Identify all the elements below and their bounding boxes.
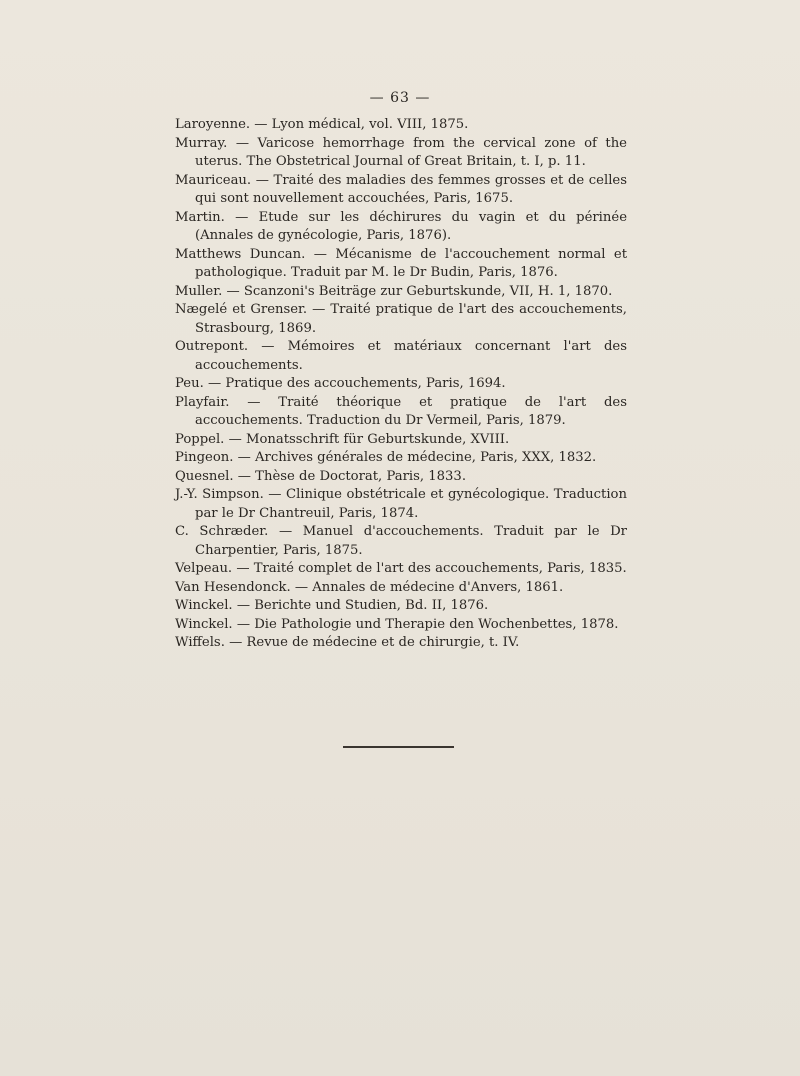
bibliography-entry: Laroyenne. — Lyon médical, vol. VIII, 1875.	[175, 117, 469, 132]
bibliography-entry: Playfair. — Traité théorique et pratique de l'art des accouchements. Traduction du Dr Vermeil, Paris, 1879.	[175, 394, 627, 428]
bibliography-entry: Van Hesendonck. — Annales de médecine d'Anvers, 1861.	[175, 579, 564, 595]
bibliography-entry: C. Schræder. — Manuel d'accouchements. Traduit par le Dr Charpentier, Paris, 1875.	[175, 524, 627, 558]
page-number: — 63 —	[369, 90, 431, 106]
bibliography-entry: Muller. — Scanzoni's Beiträge zur Geburtskunde, VII, H. 1, 1870.	[175, 283, 613, 299]
bibliography-entry: Quesnel. — Thèse de Doctorat, Paris, 1833.	[175, 468, 467, 484]
bibliography-entry: Mauriceau. — Traité des maladies des femmes grosses et de celles qui sont nouvellement accouchées, Paris, 1675.	[175, 172, 627, 206]
bibliography-entry: Peu. — Pratique des accouchements, Paris, 1694.	[175, 376, 506, 391]
bibliography-entry: Outrepont. — Mémoires et matériaux concernant l'art des accouchements.	[175, 339, 627, 373]
bibliography-entry: Murray. — Varicose hemorrhage from the cervical zone of the uterus. The Obstetrical Journal of Great Britain, t. I, p. 11.	[175, 135, 627, 169]
bibliography-entry: J.-Y. Simpson. — Clinique obstétricale et gynécologique. Traduction par le Dr Chantreuil, Paris, 1874.	[175, 487, 627, 521]
bibliography-list	[175, 116, 627, 653]
bibliography-entry: Nægelé et Grenser. — Traité pratique de l'art des accouchements, Strasbourg, 1869.	[175, 302, 627, 336]
bibliography-entry: Matthews Duncan. — Mécanisme de l'accouchement normal et pathologique. Traduit par M. le Dr Budin, Paris, 1876.	[175, 246, 627, 280]
bibliography-entry: Wiffels. — Revue de médecine et de chirurgie, t. IV.	[175, 635, 520, 650]
bibliography-entry: Winckel. — Berichte und Studien, Bd. II, 1876.	[175, 598, 489, 613]
end-rule-divider	[343, 746, 454, 748]
bibliography-entry: Martin. — Etude sur les déchirures du vagin et du périnée (Annales de gynécologie, Paris, 1876).	[175, 209, 627, 243]
bibliography-entry: Velpeau. — Traité complet de l'art des accouchements, Paris, 1835.	[175, 561, 627, 576]
bibliography-entry: Pingeon. — Archives générales de médecine, Paris, XXX, 1832.	[175, 450, 597, 465]
bibliography-entry: Poppel. — Monatsschrift für Geburtskunde, XVIII.	[175, 431, 510, 447]
bibliography-entry: Winckel. — Die Pathologie und Therapie den Wochenbettes, 1878.	[175, 616, 619, 632]
